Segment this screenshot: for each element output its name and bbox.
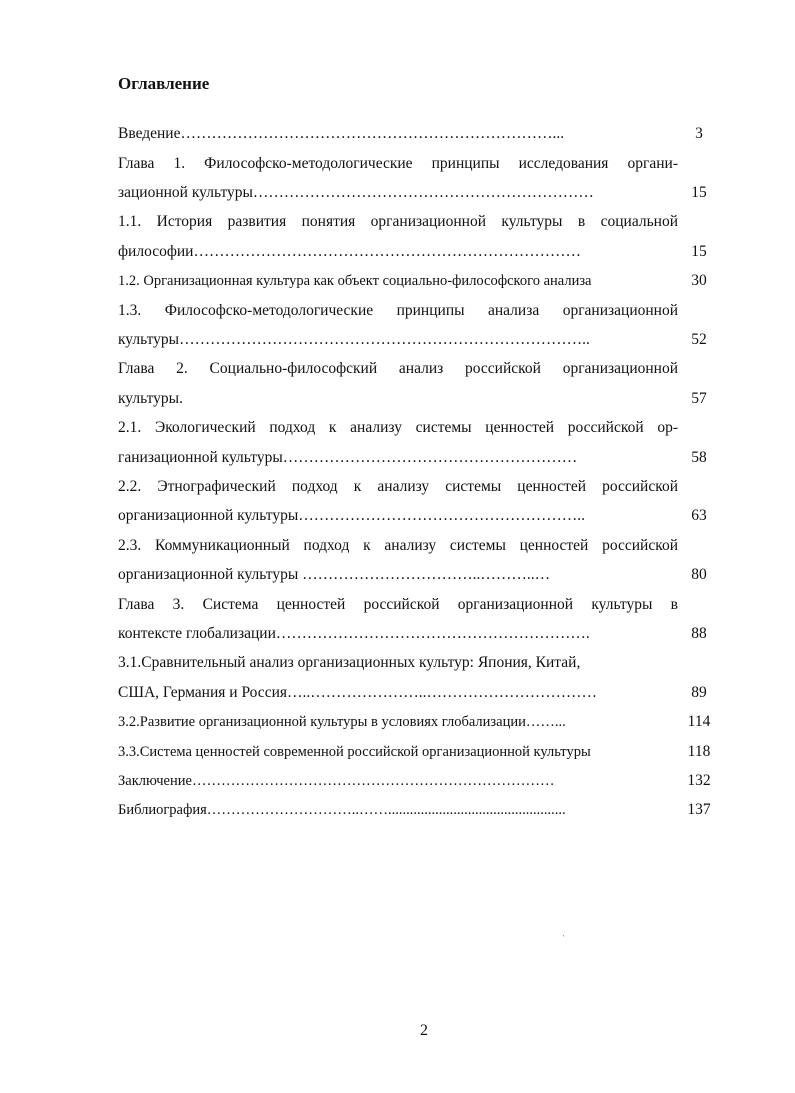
toc-page: 58	[691, 449, 707, 466]
scan-mark: ˌ	[562, 926, 566, 937]
toc-line: 2.3. Коммуникационный подход к анализу системы ценностей российской	[118, 537, 678, 554]
toc-line: США, Германия и Россия…..…………………..……………………………	[118, 684, 597, 701]
toc-page: 15	[691, 184, 707, 201]
toc-line: 2.1. Экологический подход к анализу системы ценностей российской ор-	[118, 419, 678, 436]
toc-page: 52	[691, 331, 707, 348]
toc-page: 80	[691, 566, 707, 583]
toc-line: зационной культуры…………………………………………………………	[118, 184, 594, 201]
toc-line: 2.2. Этнографический подход к анализу системы ценностей российской	[118, 478, 678, 495]
toc-line: 3.1.Сравнительный анализ организационных культур: Япония, Китай,	[118, 654, 581, 671]
toc-line: Глава 1. Философско-методологические принципы исследования органи-	[118, 155, 678, 172]
toc-page: 88	[691, 625, 707, 642]
toc-line: 3.3.Система ценностей современной российской организационной культуры	[118, 744, 591, 760]
toc-line: Введение………………………………………………………………...	[118, 125, 565, 142]
toc-line: контексте глобализации…………………………………………………….	[118, 625, 590, 642]
toc-page: 3	[695, 125, 703, 142]
toc-line: 1.1. История развития понятия организационной культуры в социальной	[118, 213, 678, 230]
toc-line: Глава 3. Система ценностей российской организационной культуры в	[118, 596, 678, 613]
toc-page: 15	[691, 243, 707, 260]
toc-heading: Оглавление	[118, 74, 210, 93]
toc-page: 132	[687, 772, 711, 789]
toc-line: культуры……………………………………………………………………..	[118, 331, 590, 348]
toc-page: 89	[691, 684, 707, 701]
toc-line: Библиография…………………………..…….................................................	[118, 802, 566, 818]
toc-line: 1.2. Организационная культура как объект социально-философского анализа	[118, 273, 592, 289]
toc-line: ганизационной культуры…………………………………………………	[118, 449, 578, 466]
toc-page: 57	[691, 390, 707, 407]
toc-line: Глава 2. Социально-философский анализ российской организационной	[118, 360, 678, 377]
toc-page: 30	[691, 272, 707, 289]
toc-line: 1.3. Философско-методологические принципы анализа организационной	[118, 302, 678, 319]
toc-line: культуры.	[118, 390, 183, 407]
toc-page: 137	[687, 801, 711, 818]
toc-page: 63	[691, 507, 707, 524]
toc-line: организационной культуры………………………………………………..	[118, 507, 586, 524]
toc-page: 118	[687, 743, 711, 760]
toc-line: 3.2.Развитие организационной культуры в условиях глобализации……...	[118, 714, 566, 730]
toc-line: философии…………………………………………………………………	[118, 243, 581, 260]
toc-page: 114	[687, 713, 711, 730]
toc-line: Заключение…………………………………………………………………	[118, 773, 555, 789]
page-number: 2	[420, 1022, 428, 1039]
toc-line: организационной культуры ……………………………..………..…	[118, 566, 551, 583]
